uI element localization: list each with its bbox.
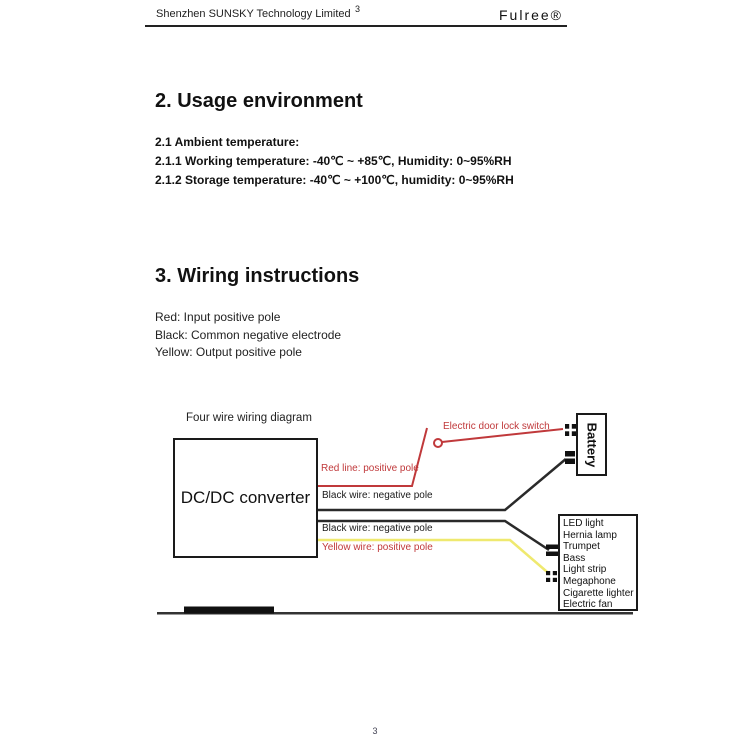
yellow-wire-label: Yellow wire: positive pole xyxy=(322,542,433,553)
dc-dc-converter-label: DC/DC converter xyxy=(180,488,311,507)
section-heading-usage-environment: 2. Usage environment xyxy=(155,90,363,112)
header-superscript: 3 xyxy=(355,4,361,14)
load-item: Trumpet xyxy=(563,541,600,553)
footer-page-number: 3 xyxy=(372,726,378,736)
load-item: LED light xyxy=(563,518,604,529)
battery-positive-terminal-icon xyxy=(565,424,576,436)
switch-label: Electric door lock switch xyxy=(443,421,550,432)
battery-box xyxy=(576,413,607,476)
baseline-thick-segment xyxy=(184,607,274,614)
load-item: Bass xyxy=(563,552,586,564)
load-item: Hernia lamp xyxy=(563,529,617,541)
header-company-name: Shenzhen SUNSKY Technology Limited xyxy=(156,8,351,20)
spec-line-working-temp: 2.1.1 Working temperature: -40℃ ~ +85℃, Humidity: 0~95%RH xyxy=(155,154,512,168)
legend-black-wire: Black: Common negative electrode xyxy=(155,327,342,342)
red-wire xyxy=(318,428,427,486)
red-wire-label: Red line: positive pole xyxy=(321,463,419,474)
diagram-title: Four wire wiring diagram xyxy=(186,412,312,424)
load-item: Megaphone xyxy=(563,575,616,587)
load-item: Cigarette lighter xyxy=(563,587,634,599)
load-positive-terminal-icon xyxy=(546,571,557,582)
battery-label: Battery xyxy=(584,422,599,467)
door-lock-switch-icon xyxy=(434,439,442,447)
load-devices-box xyxy=(558,514,638,611)
load-item: Electric fan xyxy=(563,599,613,611)
spec-line-storage-temp: 2.1.2 Storage temperature: -40℃ ~ +100℃, humidity: 0~95%RH xyxy=(155,173,514,187)
header-brand-logo: Fulree® xyxy=(499,7,563,23)
load-item: Light strip xyxy=(563,564,607,576)
section-heading-wiring-instructions: 3. Wiring instructions xyxy=(155,265,360,287)
spec-line-ambient: 2.1 Ambient temperature: xyxy=(155,135,300,149)
black-wire-top-label: Black wire: negative pole xyxy=(322,490,433,501)
legend-red-wire: Red: Input positive pole xyxy=(155,310,281,324)
black-wire-bottom-label: Black wire: negative pole xyxy=(322,523,433,534)
legend-yellow-wire: Yellow: Output positive pole xyxy=(155,345,302,359)
battery-negative-terminal-icon xyxy=(565,451,575,464)
dc-dc-converter-box xyxy=(173,438,318,558)
